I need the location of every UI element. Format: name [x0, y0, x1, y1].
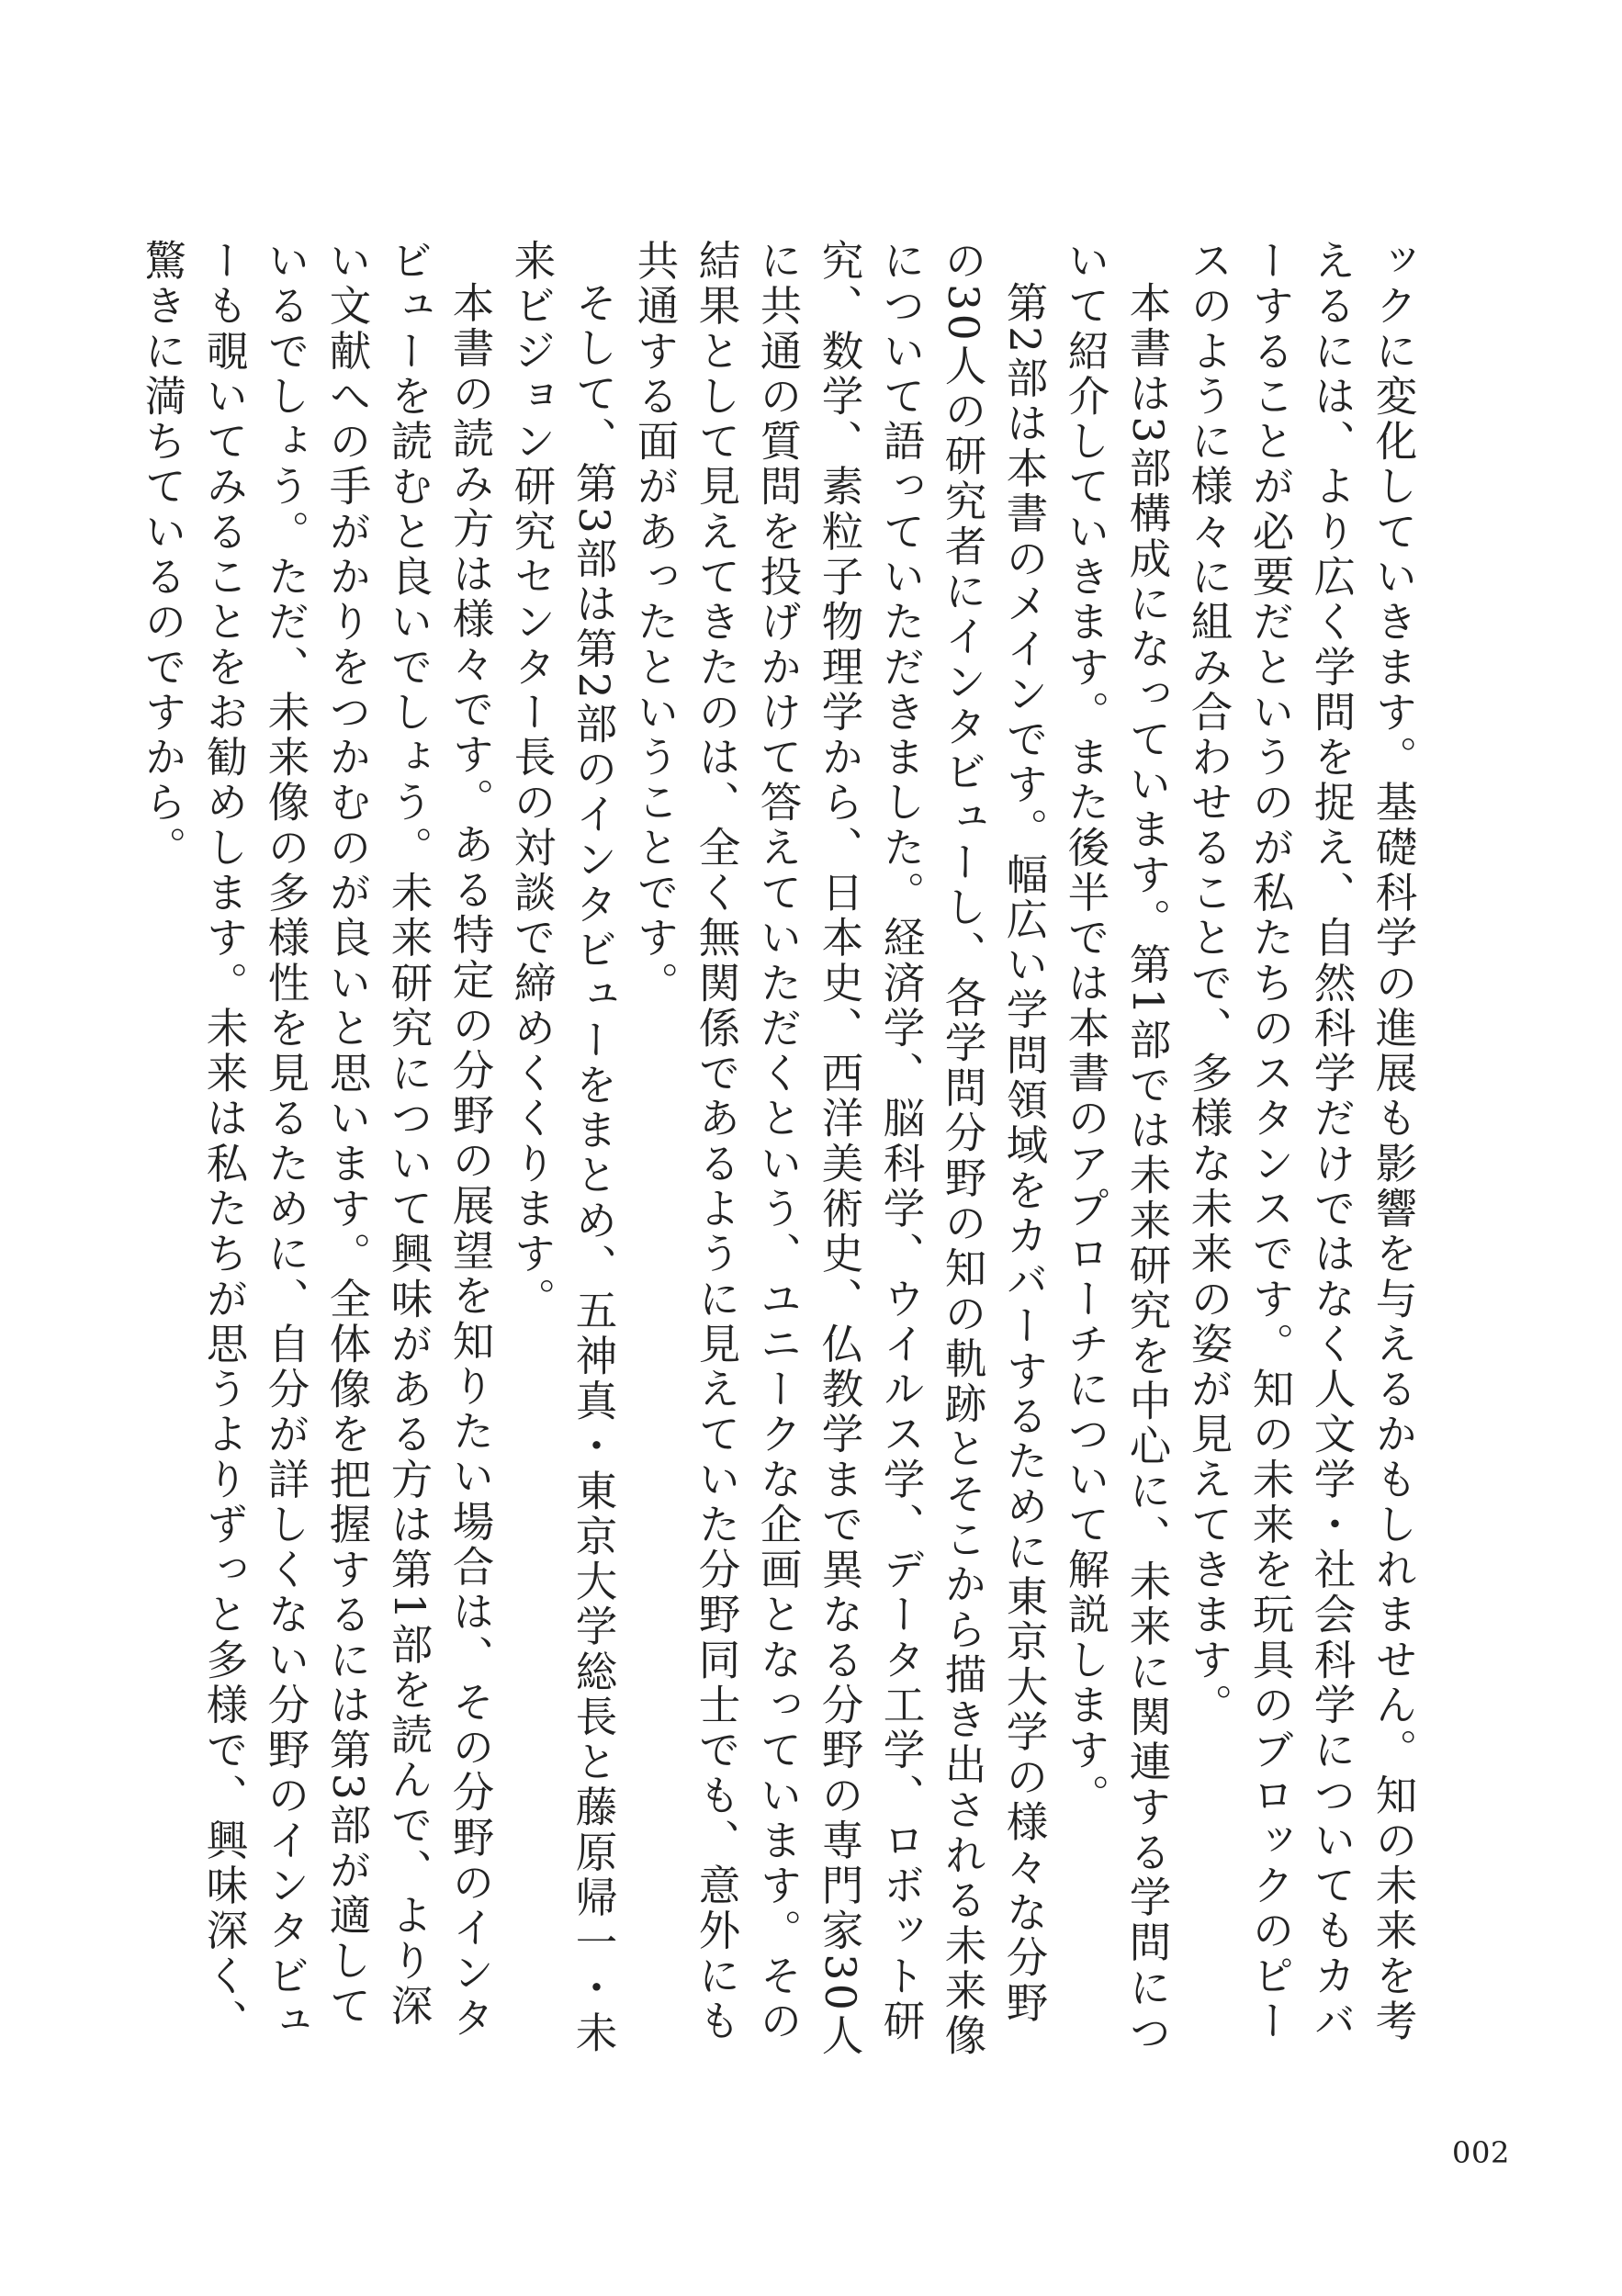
paragraph-2: 本書は3部構成になっています。第1部では未来研究を中心に、未来に関連する学問について紹介していきます。また後半では本書のアプローチについて解説します。: [1062, 239, 1172, 2055]
paragraph-5: 本書の読み方は様々です。ある特定の分野の展望を知りたい場合は、その分野のインタビューを読むと良いでしょう。未来研究について興味がある方は第1部を読んで、より深い文献への手がかりをつかむのが良いと思います。全体像を把握するには第3部が適しているでしょう。ただ、未来像の多様性を見るために、自分が詳しくない分野のインタビューも覗いてみることをお勧めします。未来は私たちが思うよりずっと多様で、興味深く、驚きに満ちているのですから。: [139, 239, 495, 2044]
paragraph-3: 第2部は本書のメインです。幅広い学問領域をカバーするために東京大学の様々な分野の30人の研究者にインタビューし、各学問分野の知の軌跡とそこから描き出される未来像について語っていただきました。経済学、脳科学、ウイルス学、データ工学、ロボット研究、数学、素粒子物理学から、日本史、西洋美術史、仏教学まで異なる分野の専門家30人に共通の質問を投げかけて答えていただくという、ユニークな企画となっています。その結果として見えてきたのは、全く無関係であるように見えていた分野同士でも、意外にも共通する面があったということです。: [631, 239, 1049, 2059]
paragraph-4: そして、第3部は第2部のインタビューをまとめ、五神真・東京大学総長と藤原帰一・未来ビジョン研究センター長の対談で締めくくります。: [508, 239, 618, 2055]
body-text: [139, 239, 1425, 2066]
paragraph-1: ックに変化していきます。基礎科学の進展も影響を与えるかもしれません。知の未来を考えるには、より広く学問を捉え、自然科学だけではなく人文学・社会科学についてもカバーすることが必要だというのが私たちのスタンスです。知の未来を玩具のブロックのピースのように様々に組み合わせることで、多様な未来の姿が見えてきます。: [1185, 239, 1418, 2044]
page-number: 002: [1452, 2135, 1510, 2170]
